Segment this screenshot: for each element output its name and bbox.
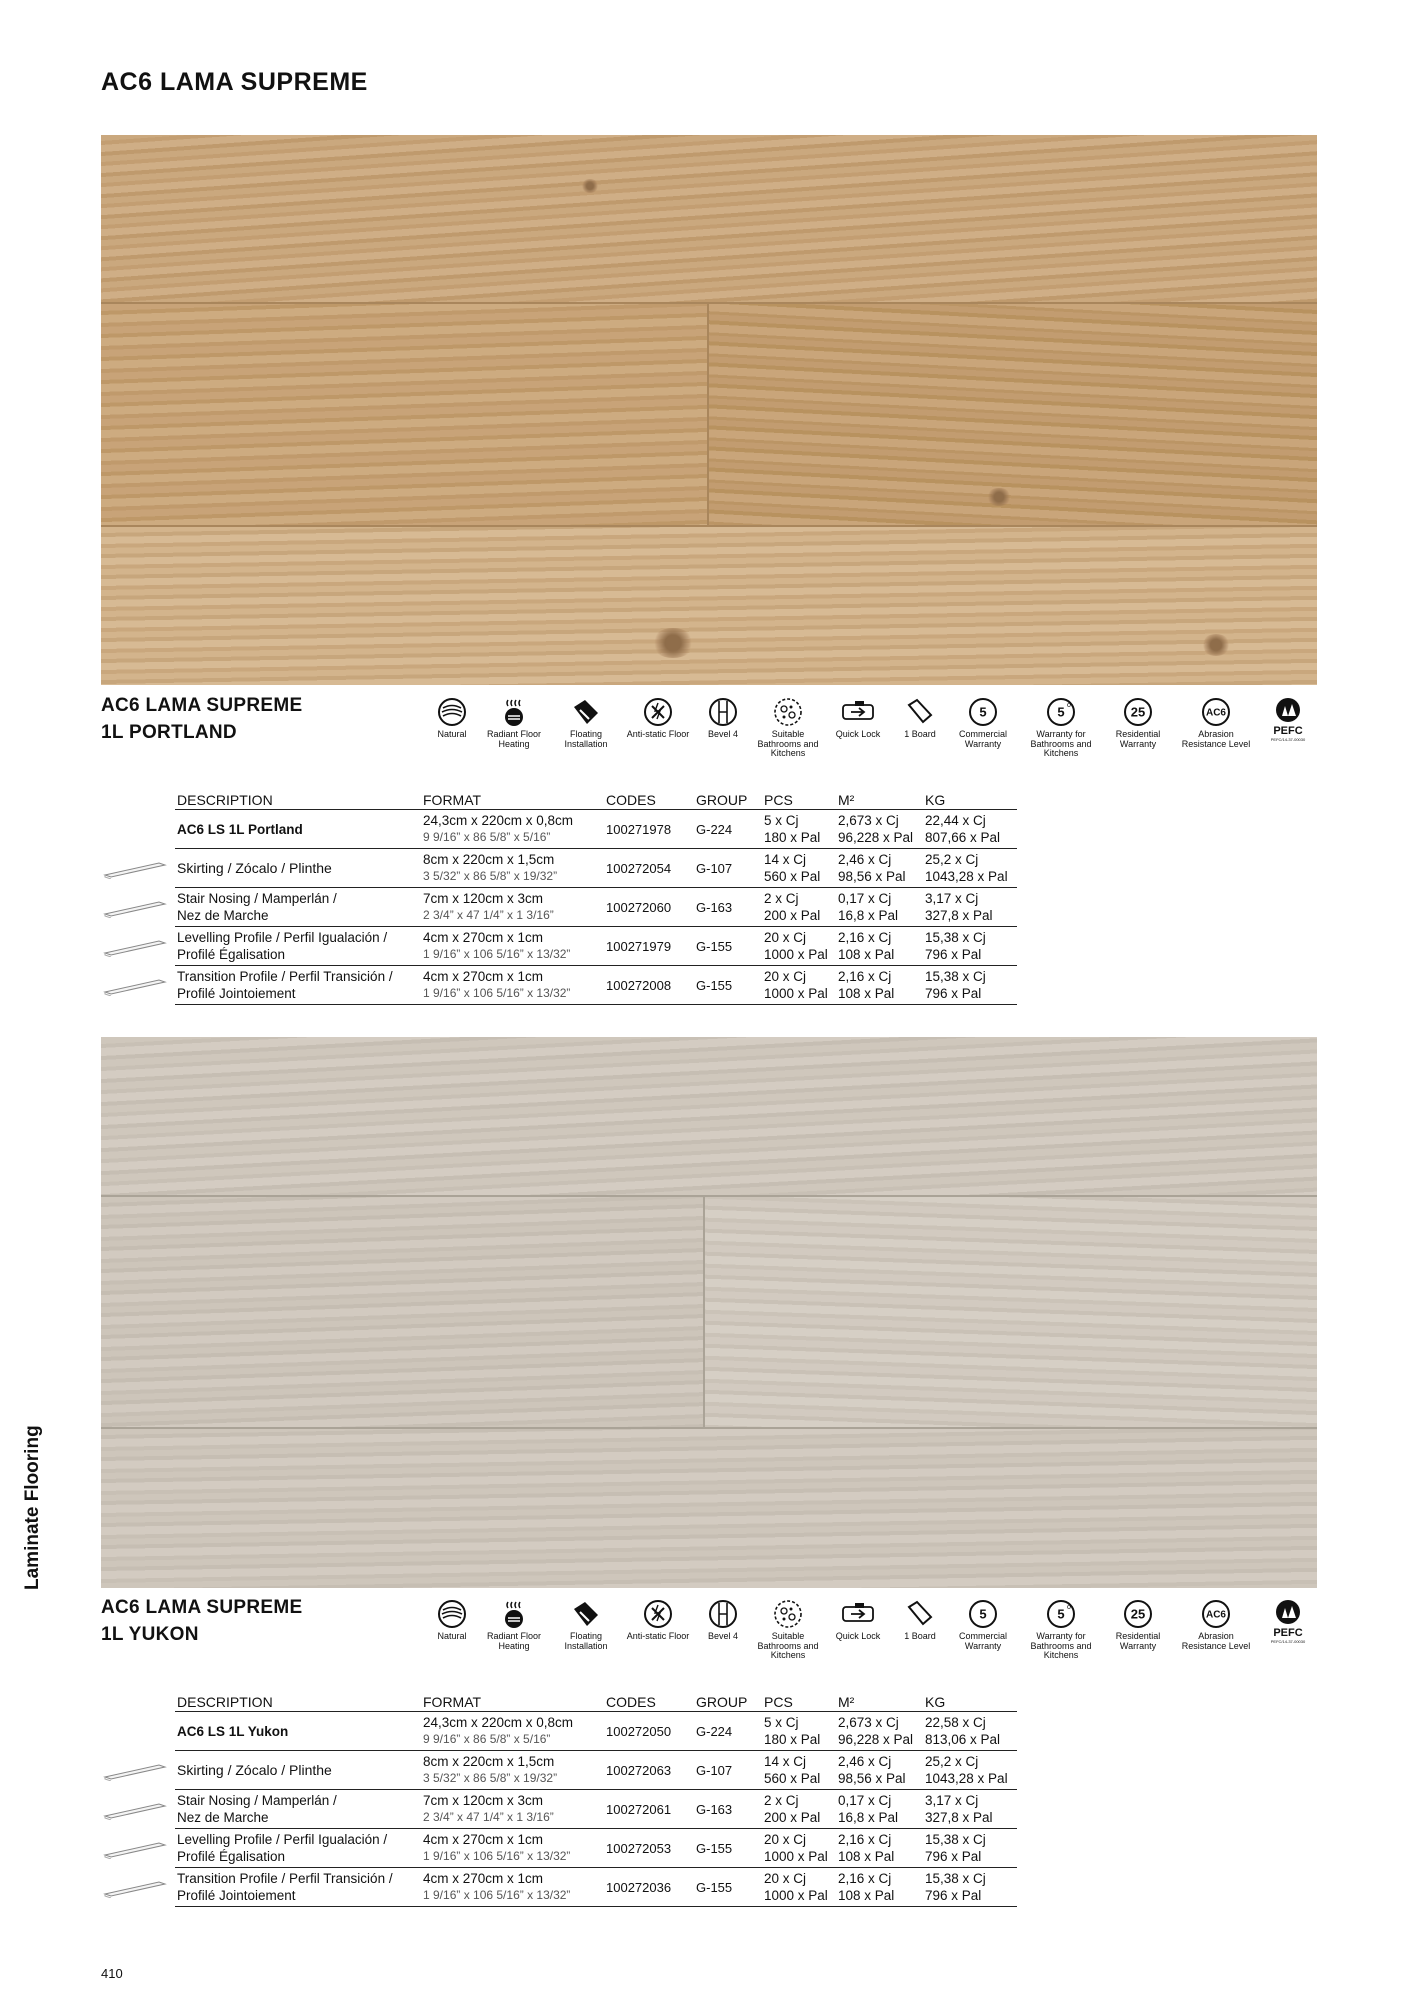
wood-plank xyxy=(101,135,1317,302)
m2-cell: 2,16 x Cj 108 x Pal xyxy=(836,966,923,1005)
code-cell: 100272054 xyxy=(604,849,694,888)
description-cell: Skirting / Zócalo / Plinthe xyxy=(175,1751,421,1790)
feature-label: Bevel 4 xyxy=(707,729,739,739)
feature-label: Commercial Warranty xyxy=(958,729,1007,749)
feature-commercial-warranty xyxy=(945,1599,1021,1651)
pcs-cell: 20 x Cj 1000 x Pal xyxy=(762,1829,836,1868)
feature-bathrooms-kitchens xyxy=(750,1599,826,1661)
description-cell: Transition Profile / Perfil Transición / Profilé Jointoiement xyxy=(175,1868,421,1907)
feature-label: Abrasion Resistance Level xyxy=(1181,729,1251,749)
m2-cell: 0,17 x Cj 16,8 x Pal xyxy=(836,888,923,927)
feature-label: Abrasion Resistance Level xyxy=(1181,1631,1251,1651)
pcs-cell: 2 x Cj 200 x Pal xyxy=(762,888,836,927)
table-row xyxy=(175,927,1017,966)
format-cell: 24,3cm x 220cm x 0,8cm 9 9/16” x 86 5/8” x 5/16” xyxy=(421,1712,604,1751)
pcs-cell: 5 x Cj 180 x Pal xyxy=(762,1712,836,1751)
commercial-warranty-icon xyxy=(945,697,1021,727)
group-cell: G-155 xyxy=(694,1868,762,1907)
feature-label: Anti-static Floor xyxy=(626,1631,690,1641)
kg-cell: 25,2 x Cj 1043,28 x Pal xyxy=(923,1751,1017,1790)
bathrooms-kitchens-icon xyxy=(750,1599,826,1629)
description-cell: Levelling Profile / Perfil Igualación / Profilé Égalisation xyxy=(175,927,421,966)
wood-plank xyxy=(101,304,707,525)
pefc-certificate-code: PEFC/14-37-00030 xyxy=(1270,1638,1306,1644)
wood-plank xyxy=(101,1037,1317,1195)
feature-abrasion xyxy=(1178,697,1254,749)
svg-text:ô: ô xyxy=(1067,702,1071,709)
feature-label: Warranty for Bathrooms and Kitchens xyxy=(1030,729,1092,758)
svg-text:25: 25 xyxy=(1130,1606,1146,1622)
group-cell: G-163 xyxy=(694,1790,762,1829)
column-header: PCS xyxy=(762,791,836,810)
feature-abrasion xyxy=(1178,1599,1254,1651)
code-cell: 100271978 xyxy=(604,810,694,849)
wood-plank xyxy=(101,1197,703,1427)
m2-cell: 0,17 x Cj 16,8 x Pal xyxy=(836,1790,923,1829)
table-row xyxy=(175,888,1017,927)
wood-plank xyxy=(709,304,1317,525)
wood-plank xyxy=(101,527,1317,685)
code-cell: 100272060 xyxy=(604,888,694,927)
product-title xyxy=(101,1594,303,1648)
residential-warranty-icon xyxy=(1100,697,1176,727)
feature-label: Warranty for Bathrooms and Kitchens xyxy=(1030,1631,1092,1660)
column-header: M² xyxy=(836,1693,923,1712)
m2-cell: 2,16 x Cj 108 x Pal xyxy=(836,1868,923,1907)
code-cell: 100272050 xyxy=(604,1712,694,1751)
column-header: CODES xyxy=(604,1693,694,1712)
profile-thumbnail-icon xyxy=(103,1800,167,1825)
format-cell: 4cm x 270cm x 1cm 1 9/16” x 106 5/16” x 13/32” xyxy=(421,966,604,1005)
feature-label: PEFC xyxy=(1273,725,1303,737)
feature-radiant-floor-heating xyxy=(476,1599,552,1651)
description-cell: Transition Profile / Perfil Transición / Profilé Jointoiement xyxy=(175,966,421,1005)
floating-installation-icon xyxy=(548,697,624,727)
feature-floating-installation xyxy=(548,1599,624,1651)
svg-text:5: 5 xyxy=(1057,1606,1065,1622)
svg-text:25: 25 xyxy=(1130,704,1146,720)
code-cell: 100272063 xyxy=(604,1751,694,1790)
column-header: DESCRIPTION xyxy=(175,791,421,810)
svg-text:ô: ô xyxy=(1067,1604,1071,1611)
pcs-cell: 14 x Cj 560 x Pal xyxy=(762,849,836,888)
m2-cell: 2,16 x Cj 108 x Pal xyxy=(836,1829,923,1868)
feature-label: Commercial Warranty xyxy=(958,1631,1007,1651)
table-row xyxy=(175,810,1017,849)
description-cell: AC6 LS 1L Portland xyxy=(175,810,421,849)
column-header: DESCRIPTION xyxy=(175,1693,421,1712)
feature-bathroom-warranty xyxy=(1023,1599,1099,1661)
floating-installation-icon xyxy=(548,1599,624,1629)
spec-table xyxy=(175,1693,1017,1907)
svg-text:5: 5 xyxy=(1057,704,1065,720)
m2-cell: 2,46 x Cj 98,56 x Pal xyxy=(836,1751,923,1790)
m2-cell: 2,673 x Cj 96,228 x Pal xyxy=(836,1712,923,1751)
feature-label: Suitable Bathrooms and Kitchens xyxy=(757,1631,819,1660)
description-cell: Levelling Profile / Perfil Igualación / Profilé Égalisation xyxy=(175,1829,421,1868)
kg-cell: 22,44 x Cj 807,66 x Pal xyxy=(923,810,1017,849)
format-cell: 7cm x 120cm x 3cm 2 3/4” x 47 1/4” x 1 3/16” xyxy=(421,888,604,927)
feature-label: PEFC xyxy=(1273,1627,1303,1639)
profile-thumbnail-icon xyxy=(103,1839,167,1864)
radiant-floor-heating-icon xyxy=(476,1599,552,1629)
wood-swatch-yukon xyxy=(101,1037,1317,1588)
column-header: M² xyxy=(836,791,923,810)
table-row xyxy=(175,1751,1017,1790)
wood-knot xyxy=(1201,634,1231,656)
kg-cell: 15,38 x Cj 796 x Pal xyxy=(923,966,1017,1005)
table-row xyxy=(175,966,1017,1005)
group-cell: G-224 xyxy=(694,810,762,849)
code-cell: 100271979 xyxy=(604,927,694,966)
profile-thumbnail-icon xyxy=(103,1878,167,1903)
kg-cell: 15,38 x Cj 796 x Pal xyxy=(923,1868,1017,1907)
pcs-cell: 5 x Cj 180 x Pal xyxy=(762,810,836,849)
feature-label: Floating Installation xyxy=(564,729,608,749)
group-cell: G-224 xyxy=(694,1712,762,1751)
format-cell: 4cm x 270cm x 1cm 1 9/16” x 106 5/16” x 13/32” xyxy=(421,1868,604,1907)
kg-cell: 3,17 x Cj 327,8 x Pal xyxy=(923,1790,1017,1829)
profile-thumbnail-icon xyxy=(103,937,167,962)
description-cell: Stair Nosing / Mamperlán / Nez de Marche xyxy=(175,888,421,927)
feature-label: 1 Board xyxy=(904,1631,936,1641)
wood-knot xyxy=(986,488,1012,506)
feature-bathroom-warranty xyxy=(1023,697,1099,759)
product-title-line1: AC6 LAMA SUPREME xyxy=(101,1597,303,1618)
bathroom-warranty-icon xyxy=(1023,697,1099,727)
svg-text:AC6: AC6 xyxy=(1205,1609,1227,1621)
pefc-icon xyxy=(1250,697,1326,727)
wood-plank xyxy=(101,1429,1317,1588)
code-cell: 100272036 xyxy=(604,1868,694,1907)
group-cell: G-107 xyxy=(694,1751,762,1790)
group-cell: G-155 xyxy=(694,966,762,1005)
table-row xyxy=(175,849,1017,888)
feature-label: Floating Installation xyxy=(564,1631,608,1651)
pcs-cell: 20 x Cj 1000 x Pal xyxy=(762,966,836,1005)
table-header-row xyxy=(175,791,1017,810)
abrasion-icon xyxy=(1178,697,1254,727)
table-header-row xyxy=(175,1693,1017,1712)
format-cell: 7cm x 120cm x 3cm 2 3/4” x 47 1/4” x 1 3/16” xyxy=(421,1790,604,1829)
m2-cell: 2,46 x Cj 98,56 x Pal xyxy=(836,849,923,888)
format-cell: 8cm x 220cm x 1,5cm 3 5/32” x 86 5/8” x 19/32” xyxy=(421,849,604,888)
description-cell: AC6 LS 1L Yukon xyxy=(175,1712,421,1751)
kg-cell: 15,38 x Cj 796 x Pal xyxy=(923,1829,1017,1868)
wood-knot xyxy=(581,179,599,193)
column-header: GROUP xyxy=(694,791,762,810)
group-cell: G-155 xyxy=(694,1829,762,1868)
format-cell: 4cm x 270cm x 1cm 1 9/16” x 106 5/16” x 13/32” xyxy=(421,1829,604,1868)
pcs-cell: 20 x Cj 1000 x Pal xyxy=(762,1868,836,1907)
code-cell: 100272061 xyxy=(604,1790,694,1829)
svg-text:AC6: AC6 xyxy=(1205,707,1227,719)
code-cell: 100272053 xyxy=(604,1829,694,1868)
wood-swatch-portland xyxy=(101,135,1317,685)
product-title-line2: 1L PORTLAND xyxy=(101,722,237,743)
description-cell: Stair Nosing / Mamperlán / Nez de Marche xyxy=(175,1790,421,1829)
product-title-line2: 1L YUKON xyxy=(101,1624,199,1645)
column-header: FORMAT xyxy=(421,1693,604,1712)
kg-cell: 25,2 x Cj 1043,28 x Pal xyxy=(923,849,1017,888)
commercial-warranty-icon xyxy=(945,1599,1021,1629)
column-header: KG xyxy=(923,791,1017,810)
feature-pefc xyxy=(1250,1599,1326,1644)
pefc-icon xyxy=(1250,1599,1326,1629)
format-cell: 4cm x 270cm x 1cm 1 9/16” x 106 5/16” x 13/32” xyxy=(421,927,604,966)
column-header: GROUP xyxy=(694,1693,762,1712)
feature-icons xyxy=(400,697,1330,777)
table-row xyxy=(175,1829,1017,1868)
code-cell: 100272008 xyxy=(604,966,694,1005)
kg-cell: 22,58 x Cj 813,06 x Pal xyxy=(923,1712,1017,1751)
feature-residential-warranty xyxy=(1100,697,1176,749)
column-header: KG xyxy=(923,1693,1017,1712)
page-title: AC6 LAMA SUPREME xyxy=(101,68,368,96)
column-header: CODES xyxy=(604,791,694,810)
feature-label: Quick Lock xyxy=(835,729,881,739)
format-cell: 8cm x 220cm x 1,5cm 3 5/32” x 86 5/8” x 19/32” xyxy=(421,1751,604,1790)
svg-text:5: 5 xyxy=(979,1606,987,1622)
wood-knot xyxy=(651,628,695,658)
product-title-line1: AC6 LAMA SUPREME xyxy=(101,695,303,716)
feature-label: Natural xyxy=(437,1631,467,1641)
feature-label: Bevel 4 xyxy=(707,1631,739,1641)
feature-pefc xyxy=(1250,697,1326,742)
abrasion-icon xyxy=(1178,1599,1254,1629)
m2-cell: 2,16 x Cj 108 x Pal xyxy=(836,927,923,966)
feature-icons xyxy=(400,1599,1330,1679)
wood-plank xyxy=(705,1197,1317,1427)
m2-cell: 2,673 x Cj 96,228 x Pal xyxy=(836,810,923,849)
group-cell: G-163 xyxy=(694,888,762,927)
feature-residential-warranty xyxy=(1100,1599,1176,1651)
feature-radiant-floor-heating xyxy=(476,697,552,749)
format-cell: 24,3cm x 220cm x 0,8cm 9 9/16” x 86 5/8” x 5/16” xyxy=(421,810,604,849)
group-cell: G-107 xyxy=(694,849,762,888)
pcs-cell: 20 x Cj 1000 x Pal xyxy=(762,927,836,966)
spec-table xyxy=(175,791,1017,1005)
pcs-cell: 14 x Cj 560 x Pal xyxy=(762,1751,836,1790)
table-row xyxy=(175,1790,1017,1829)
page-number: 410 xyxy=(101,1966,123,1981)
profile-thumbnail-icon xyxy=(103,976,167,1001)
column-header: FORMAT xyxy=(421,791,604,810)
feature-label: Radiant Floor Heating xyxy=(486,1631,542,1651)
feature-label: Anti-static Floor xyxy=(626,729,690,739)
product-title xyxy=(101,692,303,746)
svg-text:5: 5 xyxy=(979,704,987,720)
residential-warranty-icon xyxy=(1100,1599,1176,1629)
profile-thumbnail-icon xyxy=(103,1761,167,1786)
feature-commercial-warranty xyxy=(945,697,1021,749)
radiant-floor-heating-icon xyxy=(476,697,552,727)
kg-cell: 3,17 x Cj 327,8 x Pal xyxy=(923,888,1017,927)
table-row xyxy=(175,1712,1017,1751)
feature-label: Residential Warranty xyxy=(1115,729,1161,749)
feature-label: Natural xyxy=(437,729,467,739)
bathrooms-kitchens-icon xyxy=(750,697,826,727)
profile-thumbnail-icon xyxy=(103,859,167,884)
feature-label: Residential Warranty xyxy=(1115,1631,1161,1651)
group-cell: G-155 xyxy=(694,927,762,966)
kg-cell: 15,38 x Cj 796 x Pal xyxy=(923,927,1017,966)
column-header: PCS xyxy=(762,1693,836,1712)
pefc-certificate-code: PEFC/14-37-00030 xyxy=(1270,736,1306,742)
table-row xyxy=(175,1868,1017,1907)
feature-floating-installation xyxy=(548,697,624,749)
pcs-cell: 2 x Cj 200 x Pal xyxy=(762,1790,836,1829)
feature-label: 1 Board xyxy=(904,729,936,739)
feature-bathrooms-kitchens xyxy=(750,697,826,759)
feature-label: Radiant Floor Heating xyxy=(486,729,542,749)
bathroom-warranty-icon xyxy=(1023,1599,1099,1629)
feature-label: Suitable Bathrooms and Kitchens xyxy=(757,729,819,758)
side-section-label: Laminate Flooring xyxy=(22,1425,43,1590)
feature-label: Quick Lock xyxy=(835,1631,881,1641)
description-cell: Skirting / Zócalo / Plinthe xyxy=(175,849,421,888)
profile-thumbnail-icon xyxy=(103,898,167,923)
